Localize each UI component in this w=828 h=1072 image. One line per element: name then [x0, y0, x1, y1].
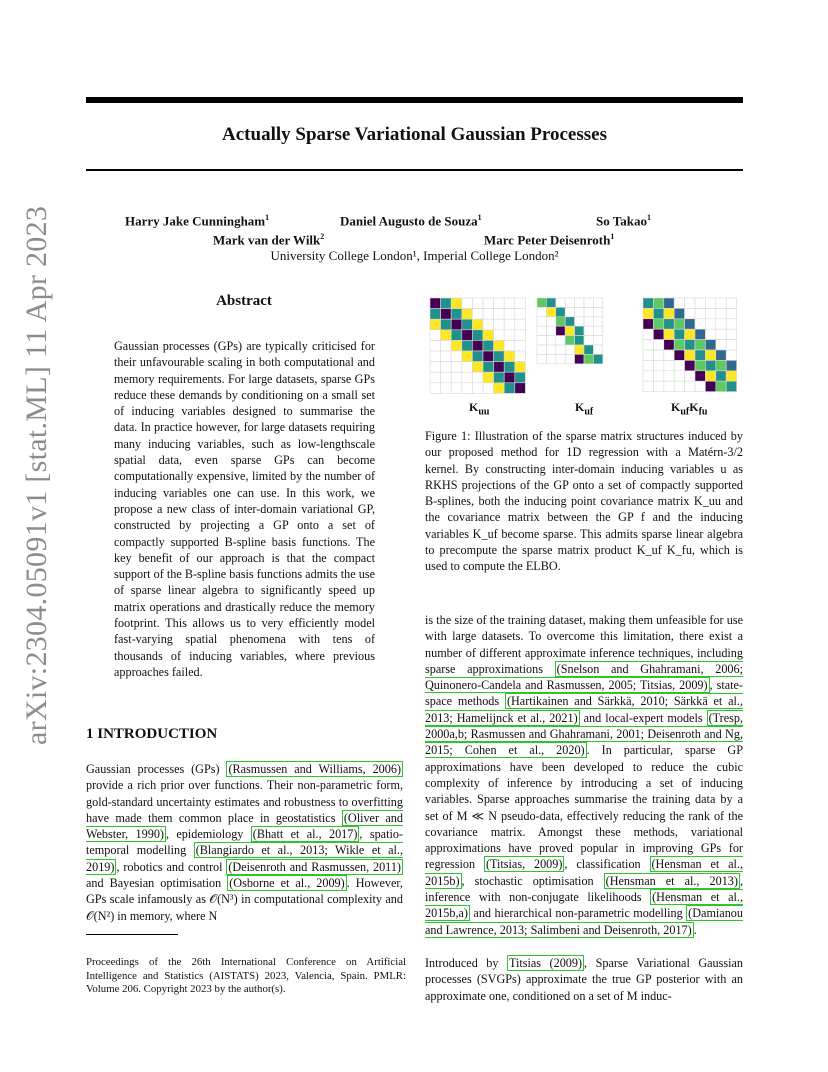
citation-link[interactable]: (Hensman et al., 2013): [605, 873, 738, 888]
matrix-cell: [653, 381, 663, 391]
matrix-cell: [441, 340, 452, 351]
matrix-cell: [653, 329, 663, 339]
matrix-cell: [674, 329, 684, 339]
matrix-cell: [716, 371, 726, 381]
matrix-cell: [653, 350, 663, 360]
title-rule-top: [86, 97, 743, 103]
matrix-cell: [430, 362, 441, 373]
matrix-cell: [472, 319, 483, 330]
matrix-cell: [716, 340, 726, 350]
right-paragraph-2: Introduced by Titsias (2009) , Sparse Variational Gaussian processes (SVGPs) approximate the true GP posterior with an approximate one, conditioned on a set of M induc-: [425, 956, 744, 1003]
author-affiliation-mark: 1: [646, 213, 651, 222]
matrix-cell: [441, 319, 452, 330]
matrix-cell: [575, 307, 584, 316]
matrix-cell: [726, 308, 736, 318]
matrix-cell: [504, 309, 515, 320]
matrix-cell: [653, 298, 663, 308]
matrix-cell: [451, 362, 462, 373]
matrix-cell: [441, 362, 452, 373]
matrix-cell: [565, 317, 574, 326]
matrix-cell: [472, 340, 483, 351]
matrix-cell: [643, 371, 653, 381]
matrix-cell: [695, 329, 705, 339]
matrix-cell: [664, 340, 674, 350]
matrix-cell: [674, 381, 684, 391]
matrix-cell: [462, 383, 473, 394]
matrix-cell: [565, 298, 574, 307]
matrix-cell: [643, 360, 653, 370]
label-subscript: fu: [698, 406, 708, 418]
matrix-cell: [462, 298, 473, 309]
matrix-cell: [515, 298, 526, 309]
citation-link[interactable]: (Oliver and Webster, 1990): [86, 810, 403, 842]
matrix-cell: [494, 372, 505, 383]
matrix-cell: [504, 319, 515, 330]
matrix-cell: [546, 336, 555, 345]
matrix-cell: [664, 319, 674, 329]
matrix-cell: [716, 381, 726, 391]
section-heading: 1 INTRODUCTION: [86, 726, 218, 742]
matrix-cell: [462, 340, 473, 351]
matrix-cell: [664, 329, 674, 339]
matrix-cell: [643, 340, 653, 350]
author-1: [125, 213, 269, 229]
matrix-cell: [584, 354, 593, 363]
matrix-cell: [685, 298, 695, 308]
matrix-cell: [483, 309, 494, 320]
figure-1: [425, 293, 745, 428]
matrix-cell: [664, 350, 674, 360]
matrix-cell: [726, 381, 736, 391]
matrix-cell: [584, 307, 593, 316]
matrix-cell: [695, 308, 705, 318]
matrix-cell: [483, 362, 494, 373]
matrix-cell: [584, 326, 593, 335]
matrix-cell: [462, 372, 473, 383]
matrix-cell: [556, 336, 565, 345]
matrix-cell: [556, 298, 565, 307]
matrix-cell: [556, 326, 565, 335]
matrix-cell: [664, 371, 674, 381]
matrix-cell: [575, 326, 584, 335]
matrix-cell: [685, 381, 695, 391]
matrix-cell: [494, 340, 505, 351]
citation-link[interactable]: (Deisenroth and Rasmussen, 2011): [228, 859, 401, 874]
matrix-cell: [695, 298, 705, 308]
citation-link[interactable]: (Rasmussen and Williams, 2006): [228, 762, 401, 776]
matrix-cell: [546, 354, 555, 363]
matrix-cell: [726, 371, 736, 381]
matrix-cell: [494, 319, 505, 330]
matrix-cell: [441, 298, 452, 309]
matrix-cell: [515, 362, 526, 373]
matrix-cell: [483, 351, 494, 362]
matrix-cell: [472, 383, 483, 394]
author-affiliation-mark: 1: [265, 213, 270, 222]
matrix-cell: [451, 340, 462, 351]
matrix-cell: [674, 319, 684, 329]
matrix-cell: [705, 350, 715, 360]
matrix-cell: [451, 351, 462, 362]
citation-link[interactable]: (Osborne et al., 2009): [229, 876, 345, 891]
matrix-cell: [674, 340, 684, 350]
matrix-cell: [643, 298, 653, 308]
matrix-cell: [685, 340, 695, 350]
matrix-cell: [504, 351, 515, 362]
matrix-cell: [565, 345, 574, 354]
matrix-cell: [430, 309, 441, 320]
matrix-cell: [593, 317, 602, 326]
matrix-cell: [515, 383, 526, 394]
matrix-cell: [685, 350, 695, 360]
matrix-cell: [593, 336, 602, 345]
matrix-cell: [515, 330, 526, 341]
matrix-cell: [537, 354, 546, 363]
label-subscript: uu: [478, 406, 490, 418]
matrix-cell: [565, 307, 574, 316]
matrix-cell: [537, 317, 546, 326]
matrix-cell: [451, 319, 462, 330]
matrix-cell: [695, 360, 705, 370]
matrix-cell: [546, 298, 555, 307]
matrix-cell: [653, 319, 663, 329]
matrix-cell: [537, 298, 546, 307]
citation-link[interactable]: (Tresp, 2000a,b; Rasmussen and Ghahramani, 2001; Deisenroth and Ng, 2015; Cohen et al., 2020): [425, 710, 743, 758]
matrix-cell: [643, 319, 653, 329]
matrix-cell: [462, 362, 473, 373]
matrix-cell: [575, 354, 584, 363]
matrix-cell: [546, 317, 555, 326]
author-name: Daniel Augusto de Souza: [340, 213, 478, 229]
matrix-cell: [674, 308, 684, 318]
matrix-cell: [653, 360, 663, 370]
matrix-cell: [664, 298, 674, 308]
matrix-cell: [575, 336, 584, 345]
matrix-cell: [494, 298, 505, 309]
matrix-cell: [664, 381, 674, 391]
label-subscript: uf: [680, 406, 690, 418]
matrix-cell: [472, 309, 483, 320]
matrix-cell: [494, 309, 505, 320]
matrix-cell: [441, 309, 452, 320]
label-kuf: $K_{uf}$: [575, 400, 594, 418]
matrix-cell: [441, 351, 452, 362]
matrix-cell: [483, 383, 494, 394]
footnote-rule: [86, 934, 178, 935]
matrix-cell: [483, 330, 494, 341]
citation-link[interactable]: (Blangiardo et al., 2013; Wikle et al., 2019): [86, 843, 403, 874]
matrix-cell: [705, 371, 715, 381]
author-4: [213, 232, 324, 248]
author-name: Mark van der Wilk: [213, 232, 321, 248]
citation-link[interactable]: (Bhatt et al., 2017): [252, 827, 358, 842]
footnote: Proceedings of the 26th International Conference on Artificial Intelligence and Statistics (AISTATS) 2023, Valencia, Spain. PMLR: Volume 206. Copyright 2023 by the author(s).: [86, 956, 406, 995]
matrix-cell: [515, 340, 526, 351]
matrix-cell: [494, 330, 505, 341]
matrix-cell: [537, 345, 546, 354]
matrix-cell: [705, 329, 715, 339]
matrix-cell: [705, 381, 715, 391]
matrix-cell: [515, 309, 526, 320]
matrix-cell: [575, 317, 584, 326]
matrix-cell: [494, 351, 505, 362]
matrix-cell: [726, 340, 736, 350]
citation-link[interactable]: (Snelson and Ghahramani, 2006; Quinonero-Candela and Rasmussen, 2005; Titsias, 2009): [425, 661, 744, 693]
matrix-cell: [695, 350, 705, 360]
matrix-cell: [515, 372, 526, 383]
matrix-cell: [430, 319, 441, 330]
matrix-cell: [441, 372, 452, 383]
matrix-cell: [705, 340, 715, 350]
matrix-cell: [504, 298, 515, 309]
matrix-cell: [593, 354, 602, 363]
abstract-heading: Abstract: [216, 293, 272, 309]
matrix-cell: [705, 319, 715, 329]
figure-caption: Figure 1: Illustration of the sparse matrix structures induced by our proposed method for 1D regression with a Matérn-3/2 kernel. By constructing inter-domain inducing variables u as RKHS projections of the GP onto a set of compactly supported B-splines, both the inducing point covariance matrix K_uu and the covariance matrix between the GP f and the inducing variables K_uf become sparse. This admits sparse linear algebra to precompute the sparse matrix product K_uf K_fu, which is used to compute the ELBO.: [425, 429, 743, 574]
matrix-cell: [653, 340, 663, 350]
matrix-cell: [726, 360, 736, 370]
paper-title: Actually Sparse Variational Gaussian Processes: [222, 124, 607, 145]
matrix-cell: [546, 326, 555, 335]
matrix-cell: [537, 336, 546, 345]
title-rule-bottom: [86, 169, 743, 171]
matrix-cell: [584, 298, 593, 307]
matrix-cell: [430, 298, 441, 309]
right-paragraph-1: is the size of the training dataset, making them unfeasible for use with large datasets. To overcome this limitation, there exist a number of different approximate inference techniques, including sparse approximations (Snelson and Ghahramani, 2006; Quinonero-Candela and Rasmussen, 2005; Titsias, 2009) , state-space methods (Hartikainen and Särkkä, 2010; Särkkä et al., 2013; Hamelijnck et al., 2021) and local-expert models (Tresp, 2000a,b; Rasmussen and Ghahramani, 2001; Deisenroth and Ng, 2015; Cohen et al., 2020) . In particular, sparse GP approximations have been developed to reduce the cubic complexity of inference by introducing a set of inducing variables. Sparse approaches summarise the training data by a set of M ≪ N pseudo-data, effectively reducing the rank of the covariance matrix. Amongst these methods, variational approximations have proved popular in improving GPs for regression (Titsias, 2009) , classification (Hensman et al., 2015b) , stochastic optimisation (Hensman et al., 2013) , inference with non-conjugate likelihoods (Hensman et al., 2015b,a) and hierarchical non-parametric modelling (Damianou and Lawrence, 2013; Salimbeni and Deisenroth, 2017) .: [425, 613, 744, 937]
matrix-cell: [695, 340, 705, 350]
matrix-cell: [483, 372, 494, 383]
matrix-cell: [716, 360, 726, 370]
author-5: [484, 232, 614, 248]
author-name: Marc Peter Deisenroth: [484, 232, 611, 248]
matrix-cell: [685, 329, 695, 339]
matrix-cell: [726, 319, 736, 329]
matrix-cell: [430, 330, 441, 341]
matrix-cell: [494, 383, 505, 394]
matrix-cell: [451, 298, 462, 309]
arxiv-stamp: arXiv:2304.05091v1 [stat.ML] 11 Apr 2023: [20, 205, 53, 745]
matrix-cell: [716, 298, 726, 308]
matrix-cell: [685, 371, 695, 381]
matrix-cell: [674, 350, 684, 360]
matrix-cell: [575, 345, 584, 354]
author-affiliation-mark: 1: [610, 232, 615, 241]
citation-link[interactable]: (Hensman et al., 2015b): [425, 857, 743, 888]
matrix-cell: [472, 362, 483, 373]
matrix-cell: [664, 308, 674, 318]
matrix-cell: [462, 351, 473, 362]
matrix-cell: [546, 307, 555, 316]
matrix-cell: [515, 319, 526, 330]
matrix-cell: [664, 360, 674, 370]
matrix-cell: [674, 371, 684, 381]
matrix-cell: [705, 360, 715, 370]
matrix-cell: [556, 345, 565, 354]
matrix-cell: [716, 350, 726, 360]
matrix-cell: [674, 298, 684, 308]
matrix-cell: [695, 381, 705, 391]
matrix-cell: [643, 350, 653, 360]
matrix-kuu: [430, 298, 525, 393]
matrix-cell: [451, 309, 462, 320]
intro-paragraph: Gaussian processes (GPs) (Rasmussen and Williams, 2006) provide a rich prior over functions. Their non-parametric form, gold-standard uncertainty estimates and robustness to overfitting have made them common place in geostatistics (Oliver and Webster, 1990) , epidemiology (Bhatt et al., 2017) , spatio-temporal modelling (Blangiardo et al., 2013; Wikle et al., 2019) , robotics and control (Deisenroth and Rasmussen, 2011) and Bayesian optimisation (Osborne et al., 2009) . However, GPs scale infamously as 𝒪(N³) in computational complexity and 𝒪(N²) in memory, where N: [86, 762, 403, 923]
matrix-cell: [441, 330, 452, 341]
matrix-cell: [716, 308, 726, 318]
matrix-cell: [685, 308, 695, 318]
matrix-cell: [643, 329, 653, 339]
matrix-cell: [504, 362, 515, 373]
matrix-cell: [593, 345, 602, 354]
citation-link[interactable]: (Hartikainen and Särkkä, 2010; Särkkä et al., 2013; Hamelijnck et al., 2021): [425, 694, 743, 725]
author-3: [596, 213, 651, 229]
matrix-cell: [483, 340, 494, 351]
matrix-cell: [504, 330, 515, 341]
author-2: [340, 213, 482, 229]
matrix-cell: [472, 298, 483, 309]
author-affiliation-mark: 2: [320, 232, 325, 241]
matrix-cell: [451, 330, 462, 341]
matrix-cell: [472, 351, 483, 362]
matrix-kuf: [537, 298, 603, 364]
matrix-cell: [546, 345, 555, 354]
matrix-cell: [726, 298, 736, 308]
matrix-cell: [575, 298, 584, 307]
matrix-cell: [653, 308, 663, 318]
matrix-cell: [462, 330, 473, 341]
matrix-cell: [537, 307, 546, 316]
matrix-cell: [556, 317, 565, 326]
matrix-cell: [685, 360, 695, 370]
author-name: So Takao: [596, 213, 647, 229]
matrix-cell: [472, 330, 483, 341]
matrix-cell: [726, 350, 736, 360]
matrix-cell: [584, 317, 593, 326]
matrix-cell: [451, 383, 462, 394]
matrix-cell: [716, 329, 726, 339]
matrix-cell: [462, 309, 473, 320]
label-kufkfu: $K_{uf}K_{fu}$: [671, 400, 708, 418]
matrix-cell: [705, 308, 715, 318]
matrix-cell: [674, 360, 684, 370]
author-affiliation-mark: 1: [477, 213, 482, 222]
matrix-cell: [653, 371, 663, 381]
matrix-cell: [695, 319, 705, 329]
matrix-cell: [593, 298, 602, 307]
matrix-cell: [430, 351, 441, 362]
matrix-cell: [462, 319, 473, 330]
matrix-cell: [556, 354, 565, 363]
matrix-cell: [472, 372, 483, 383]
matrix-cell: [643, 308, 653, 318]
matrix-kufkfu: [643, 298, 737, 392]
matrix-cell: [584, 336, 593, 345]
matrix-cell: [504, 372, 515, 383]
matrix-cell: [565, 336, 574, 345]
author-name: Harry Jake Cunningham: [125, 213, 266, 229]
matrix-cell: [451, 372, 462, 383]
citation-link[interactable]: Titsias (2009): [508, 956, 583, 970]
matrix-cell: [430, 372, 441, 383]
citation-link[interactable]: (Titsias, 2009): [485, 857, 563, 872]
matrix-cell: [556, 307, 565, 316]
matrix-cell: [430, 383, 441, 394]
matrix-cell: [515, 351, 526, 362]
matrix-cell: [685, 319, 695, 329]
matrix-cell: [726, 329, 736, 339]
abstract-text: Gaussian processes (GPs) are typically criticised for their unfavourable scaling in both computational and memory requirements. For large datasets, sparse GPs reduce these demands by conditioning on a small set of inducing variables designed to summarise the data. In practice however, for large datasets requiring many inducing variables, such as low-lengthscale spatial data, even sparse GPs can become computationally expensive, limited by the number of inducing variables one can use. In this work, we propose a new class of inter-domain variational GP, constructed by projecting a GP onto a set of compactly supported B-spline basis functions. The key benefit of our approach is that the compact support of the B-spline basis functions admits the use of sparse linear algebra to significantly speed up matrix operations and drastically reduce the memory footprint. This allows us to very efficiently model fast-varying spatial phenomena with tens of thousands of inducing variables, where previous approaches failed.: [114, 339, 375, 679]
citation-link[interactable]: (Damianou and Lawrence, 2013; Salimbeni and Deisenroth, 2017): [425, 906, 743, 937]
matrix-cell: [565, 354, 574, 363]
matrix-cell: [537, 326, 546, 335]
matrix-cell: [483, 319, 494, 330]
matrix-cell: [593, 326, 602, 335]
matrix-cell: [483, 298, 494, 309]
label-kuu: $K_{uu}$: [469, 400, 490, 418]
matrix-cell: [716, 319, 726, 329]
matrix-cell: [695, 371, 705, 381]
affiliations: University College London¹, Imperial College London²: [270, 248, 559, 263]
matrix-cell: [441, 383, 452, 394]
matrix-cell: [430, 340, 441, 351]
matrix-cell: [565, 326, 574, 335]
label-subscript: uf: [584, 406, 594, 418]
matrix-cell: [584, 345, 593, 354]
citation-link[interactable]: (Hensman et al., 2015b,a): [425, 890, 743, 921]
matrix-cell: [504, 340, 515, 351]
matrix-cell: [494, 362, 505, 373]
matrix-cell: [705, 298, 715, 308]
matrix-cell: [643, 381, 653, 391]
matrix-cell: [593, 307, 602, 316]
matrix-cell: [504, 383, 515, 394]
